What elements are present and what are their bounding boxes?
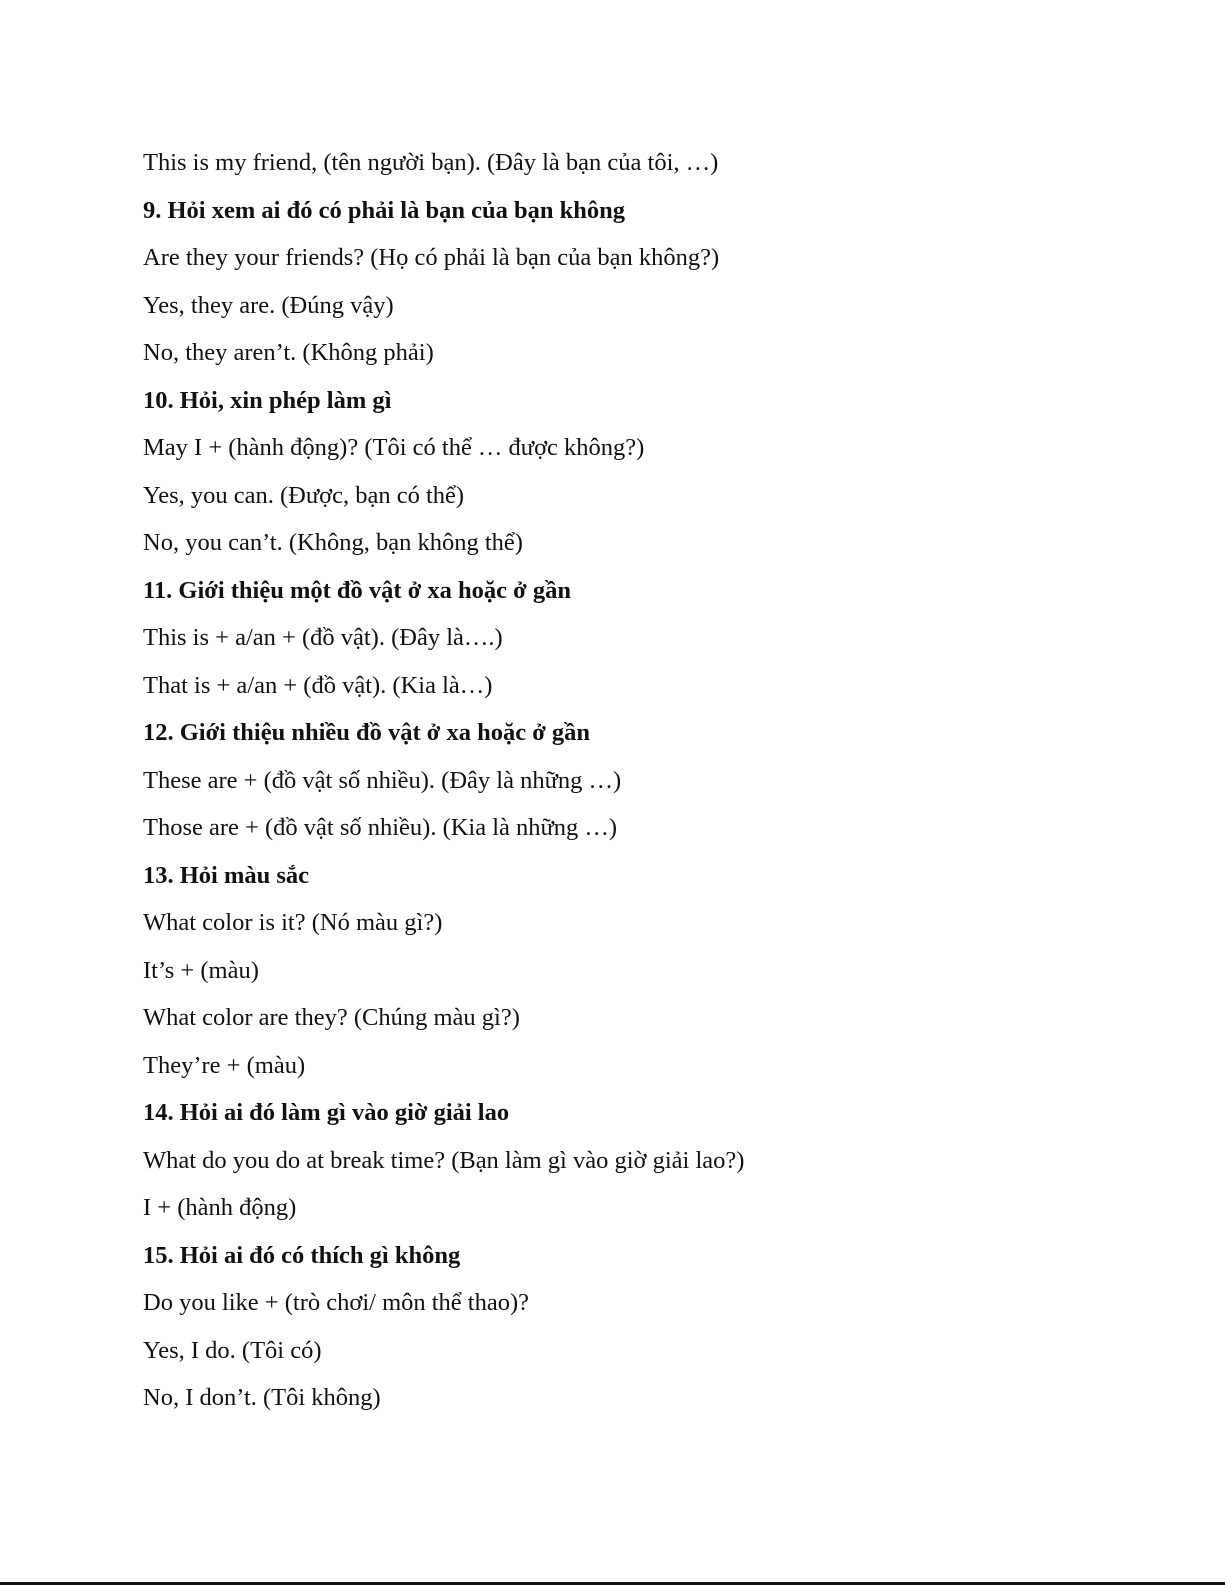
body-line: This is + a/an + (đồ vật). (Đây là….) (143, 624, 503, 651)
body-line: What color is it? (Nó màu gì?) (143, 909, 443, 936)
section-heading-13: 13. Hỏi màu sắc (143, 861, 310, 889)
body-line: Those are + (đồ vật số nhiều). (Kia là những …) (143, 814, 618, 841)
body-line: These are + (đồ vật số nhiều). (Đây là những …) (143, 766, 622, 794)
body-line: No, you can’t. (Không, bạn không thể) (143, 529, 523, 556)
body-line: They’re + (màu) (143, 1051, 306, 1079)
body-line: Do you like + (trò chơi/ môn thể thao)? (143, 1289, 530, 1316)
body-line: What color are they? (Chúng màu gì?) (143, 1004, 520, 1031)
body-line: Yes, they are. (Đúng vậy) (143, 291, 394, 319)
body-line: That is + a/an + (đồ vật). (Kia là…) (143, 671, 493, 699)
body-line: What do you do at break time? (Bạn làm gì vào giờ giải lao?) (143, 1146, 745, 1174)
section-heading-11: 11. Giới thiệu một đồ vật ở xa hoặc ở gần (143, 576, 571, 604)
section-heading-10: 10. Hỏi, xin phép làm gì (143, 386, 392, 414)
body-line: No, they aren’t. (Không phải) (143, 339, 434, 366)
document-body (143, 139, 1143, 1422)
body-line: May I + (hành động)? (Tôi có thể … được không?) (143, 434, 645, 461)
section-heading-9: 9. Hỏi xem ai đó có phải là bạn của bạn không (143, 196, 625, 224)
body-line: Yes, I do. (Tôi có) (143, 1336, 322, 1364)
body-line: Are they your friends? (Họ có phải là bạn của bạn không?) (143, 244, 720, 271)
body-line: Yes, you can. (Được, bạn có thể) (143, 481, 465, 509)
section-heading-12: 12. Giới thiệu nhiều đồ vật ở xa hoặc ở gần (143, 719, 591, 746)
section-heading-15: 15. Hỏi ai đó có thích gì không (143, 1241, 461, 1269)
body-line: It’s + (màu) (143, 956, 259, 984)
body-line: No, I don’t. (Tôi không) (143, 1384, 381, 1411)
body-line: I + (hành động) (143, 1194, 297, 1221)
body-line: This is my friend, (tên người bạn). (Đây là bạn của tôi, …) (143, 149, 719, 176)
section-heading-14: 14. Hỏi ai đó làm gì vào giờ giải lao (143, 1099, 510, 1126)
